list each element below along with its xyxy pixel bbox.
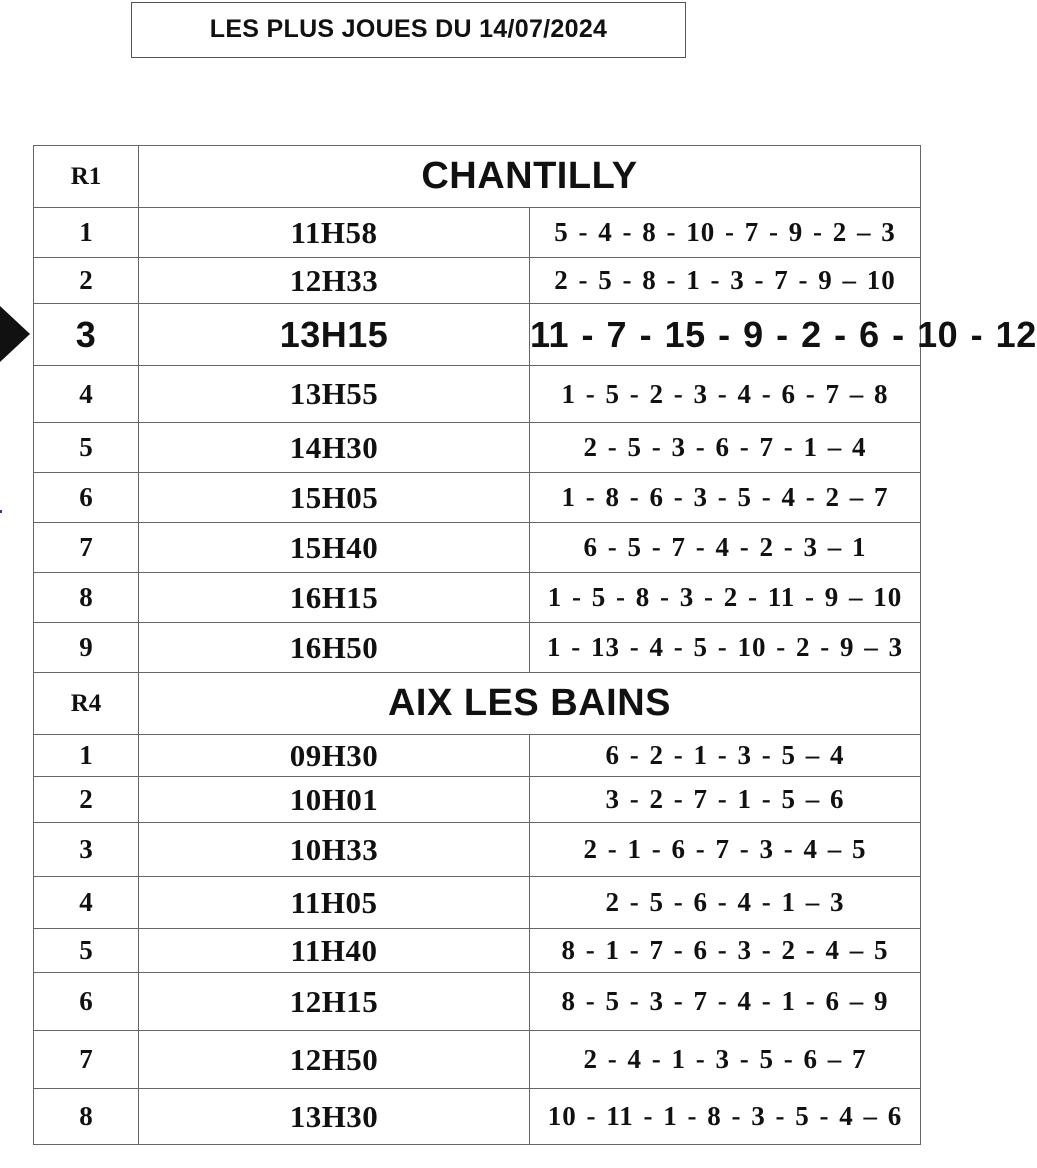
race-result-cell (530, 573, 921, 623)
highlighted-race-row (34, 304, 921, 366)
race-number: 4 (79, 887, 93, 917)
race-result-cell (530, 823, 921, 877)
results-table (33, 145, 1037, 1145)
race-result-cell (530, 304, 1037, 366)
race-result-cell (530, 423, 921, 473)
race-result-cell (530, 1031, 921, 1089)
race-result: 2 - 5 - 6 - 4 - 1 – 3 (605, 887, 845, 917)
race-number-cell (34, 929, 139, 973)
race-number-cell (34, 823, 139, 877)
race-result-cell (530, 877, 921, 929)
venue-cell (139, 673, 921, 735)
race-time-cell (139, 304, 530, 366)
venue-cell (139, 146, 921, 208)
race-number-cell (34, 973, 139, 1031)
race-time: 12H15 (289, 983, 379, 1019)
race-result-cell (530, 777, 921, 823)
race-result: 8 - 1 - 7 - 6 - 3 - 2 - 4 – 5 (561, 935, 889, 965)
race-result: 6 - 5 - 7 - 4 - 2 - 3 – 1 (583, 532, 867, 562)
race-time-cell (139, 523, 530, 573)
race-row (34, 823, 921, 877)
race-number-cell (34, 1031, 139, 1089)
race-time-cell (139, 366, 530, 423)
race-result-cell (530, 473, 921, 523)
race-time: 11H58 (290, 214, 378, 250)
race-row (34, 523, 921, 573)
meeting-label-cell (34, 146, 139, 208)
race-result: 3 - 2 - 7 - 1 - 5 – 6 (605, 784, 845, 814)
meeting-header-row (34, 146, 921, 208)
race-time-cell (139, 973, 530, 1031)
race-number: 6 (79, 986, 93, 1016)
race-row (34, 623, 921, 673)
race-number-cell (34, 777, 139, 823)
race-time-cell (139, 1031, 530, 1089)
meeting-label-cell (34, 673, 139, 735)
margin-mark (0, 510, 2, 513)
venue-name: CHANTILLY (421, 155, 638, 197)
race-time: 10H01 (289, 781, 379, 817)
race-result: 8 - 5 - 3 - 7 - 4 - 1 - 6 – 9 (561, 986, 889, 1016)
race-row (34, 735, 921, 777)
race-result-cell (530, 929, 921, 973)
race-time-cell (139, 735, 530, 777)
race-time-cell (139, 929, 530, 973)
race-result: 1 - 5 - 8 - 3 - 2 - 11 - 9 – 10 (547, 582, 903, 612)
race-number-cell (34, 735, 139, 777)
race-result-cell (530, 523, 921, 573)
race-number-cell (34, 623, 139, 673)
race-result-cell (530, 366, 921, 423)
race-time: 15H40 (289, 529, 379, 565)
race-time: 13H15 (279, 313, 389, 355)
race-number: 9 (79, 632, 93, 662)
race-result-cell (530, 1089, 921, 1145)
race-row (34, 877, 921, 929)
race-time: 12H33 (289, 262, 379, 298)
race-time-cell (139, 573, 530, 623)
race-number-cell (34, 423, 139, 473)
race-number: 5 (79, 432, 93, 462)
meeting-header-row (34, 673, 921, 735)
race-time-cell (139, 208, 530, 258)
race-row (34, 1089, 921, 1145)
race-time: 13H30 (289, 1098, 379, 1134)
race-time: 14H30 (289, 429, 379, 465)
page-title: LES PLUS JOUES DU 14/07/2024 (131, 2, 686, 58)
race-time-cell (139, 1089, 530, 1145)
race-time: 11H40 (290, 932, 378, 968)
race-number: 1 (79, 740, 93, 770)
race-result: 2 - 1 - 6 - 7 - 3 - 4 – 5 (583, 834, 867, 864)
race-number: 3 (79, 834, 93, 864)
race-number-cell (34, 573, 139, 623)
race-time-cell (139, 423, 530, 473)
race-number-cell (34, 877, 139, 929)
race-number: 5 (79, 935, 93, 965)
race-result-cell (530, 973, 921, 1031)
race-time-cell (139, 777, 530, 823)
race-result: 10 - 11 - 1 - 8 - 3 - 5 - 4 – 6 (547, 1101, 903, 1131)
race-result-cell (530, 735, 921, 777)
race-number: 6 (79, 482, 93, 512)
race-result: 2 - 4 - 1 - 3 - 5 - 6 – 7 (583, 1044, 867, 1074)
race-result: 11 - 7 - 15 - 9 - 2 - 6 - 10 - 12 (530, 313, 1037, 355)
race-result: 1 - 8 - 6 - 3 - 5 - 4 - 2 – 7 (561, 482, 889, 512)
race-time: 12H50 (289, 1041, 379, 1077)
race-number-cell (34, 208, 139, 258)
meeting-label: R1 (70, 162, 102, 190)
race-time: 16H50 (289, 629, 379, 665)
race-result-cell (530, 258, 921, 304)
race-time-cell (139, 258, 530, 304)
race-result: 1 - 5 - 2 - 3 - 4 - 6 - 7 – 8 (561, 378, 889, 409)
arrow-right-icon (0, 306, 30, 362)
race-result-cell (530, 623, 921, 673)
race-number-cell (34, 523, 139, 573)
race-row (34, 973, 921, 1031)
race-result: 2 - 5 - 8 - 1 - 3 - 7 - 9 – 10 (554, 265, 896, 295)
race-number: 1 (79, 217, 93, 247)
race-time: 09H30 (289, 737, 379, 773)
race-row (34, 208, 921, 258)
race-row (34, 777, 921, 823)
race-number: 2 (79, 784, 93, 814)
race-number: 2 (79, 265, 93, 295)
race-time-cell (139, 877, 530, 929)
race-time: 16H15 (289, 579, 379, 615)
race-row (34, 573, 921, 623)
race-result: 5 - 4 - 8 - 10 - 7 - 9 - 2 – 3 (554, 217, 896, 247)
race-number: 3 (75, 313, 97, 355)
race-number: 8 (79, 1101, 93, 1131)
race-result: 2 - 5 - 3 - 6 - 7 - 1 – 4 (583, 432, 867, 462)
race-number: 7 (79, 532, 93, 562)
race-time: 13H55 (289, 376, 379, 411)
race-row (34, 929, 921, 973)
race-number-cell (34, 366, 139, 423)
race-time-cell (139, 473, 530, 523)
race-number-cell (34, 473, 139, 523)
race-time-cell (139, 623, 530, 673)
venue-name: AIX LES BAINS (387, 682, 672, 724)
race-number: 7 (79, 1044, 93, 1074)
race-number-cell (34, 258, 139, 304)
race-number-cell (34, 304, 139, 366)
race-row (34, 366, 921, 423)
race-number: 8 (79, 582, 93, 612)
race-result: 1 - 13 - 4 - 5 - 10 - 2 - 9 – 3 (547, 632, 903, 662)
race-time: 10H33 (289, 831, 379, 867)
race-number: 4 (79, 378, 93, 409)
race-row (34, 423, 921, 473)
race-number-cell (34, 1089, 139, 1145)
race-time-cell (139, 823, 530, 877)
race-row (34, 473, 921, 523)
meeting-label: R4 (70, 689, 102, 717)
race-result-cell (530, 208, 921, 258)
race-row (34, 1031, 921, 1089)
race-time: 11H05 (290, 884, 378, 920)
race-result: 6 - 2 - 1 - 3 - 5 – 4 (605, 740, 845, 770)
race-row (34, 258, 921, 304)
race-time: 15H05 (289, 479, 379, 515)
